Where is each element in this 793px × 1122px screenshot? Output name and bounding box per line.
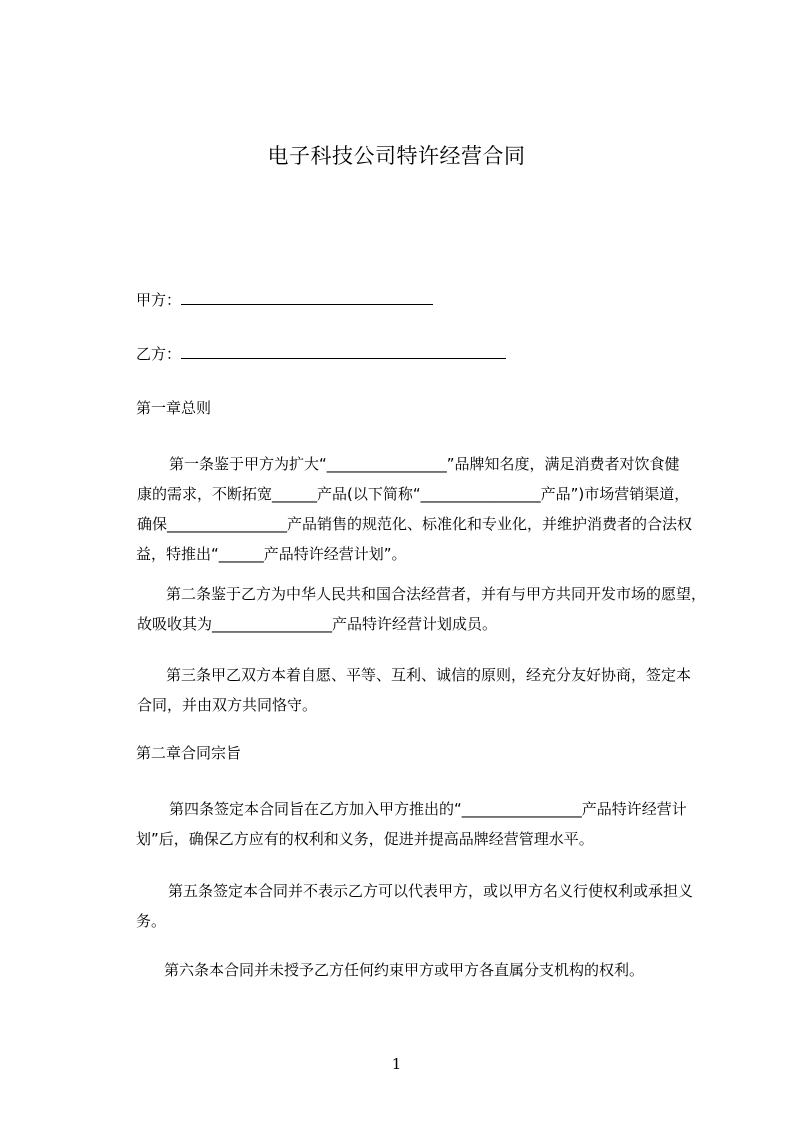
article-2-line: 故吸收其为________________产品特许经营计划成员。 (137, 615, 498, 633)
article-5-line: 务。 (136, 912, 167, 930)
party-b-label: 乙方： (136, 345, 182, 363)
article-3-line: 第三条甲乙双方本着自愿、平等、互利、诚信的原则，经充分友好协商，签定本 (166, 666, 692, 684)
party-a-blank (181, 290, 433, 305)
article-1-line: 确保________________产品销售的规范化、标准化和专业化，并维护消费者的合法权 (137, 515, 693, 533)
article-3-line: 合同，并由双方共同恪守。 (137, 696, 318, 714)
article-5-line: 第五条签定本合同并不表示乙方可以代表甲方，或以甲方名义行使权利或承担义 (168, 882, 694, 900)
page-number: 1 (391, 1055, 402, 1073)
article-2 (137, 579, 707, 639)
party-b-blank (181, 344, 506, 359)
article-4-line: 第四条签定本合同旨在乙方加入甲方推出的“________________产品特许经营计 (169, 800, 687, 818)
article-1 (136, 449, 693, 569)
article-1-line: 第一条鉴于甲方为扩大“________________”品牌知名度，满足消费者对饮食健 (169, 455, 680, 473)
party-a-line (136, 289, 433, 311)
article-4-line: 划”后，确保乙方应有的权利和义务，促进并提高品牌经营管理水平。 (136, 830, 594, 848)
party-b-line (136, 343, 506, 365)
article-1-line: 康的需求，不断拓宽______产品(以下简称“________________产品”)市场营销渠道， (137, 485, 690, 503)
chapter-2-heading: 第二章合同宗旨 (136, 744, 242, 762)
article-2-line: 第二条鉴于乙方为中华人民共和国合法经营者，并有与甲方共同开发市场的愿望， (166, 585, 707, 603)
party-a-label: 甲方： (136, 291, 182, 309)
article-1-line: 益，特推出“______产品特许经营计划”。 (136, 545, 407, 563)
article-5 (136, 876, 694, 936)
chapter-1-heading: 第一章总则 (136, 399, 212, 417)
article-6 (166, 955, 644, 985)
article-4 (136, 794, 687, 854)
article-3 (137, 660, 692, 720)
article-6-line: 第六条本合同并未授予乙方任何约束甲方或甲方各直属分支机构的权利。 (164, 961, 645, 979)
document-title: 电子科技公司特许经营合同 (267, 144, 526, 168)
